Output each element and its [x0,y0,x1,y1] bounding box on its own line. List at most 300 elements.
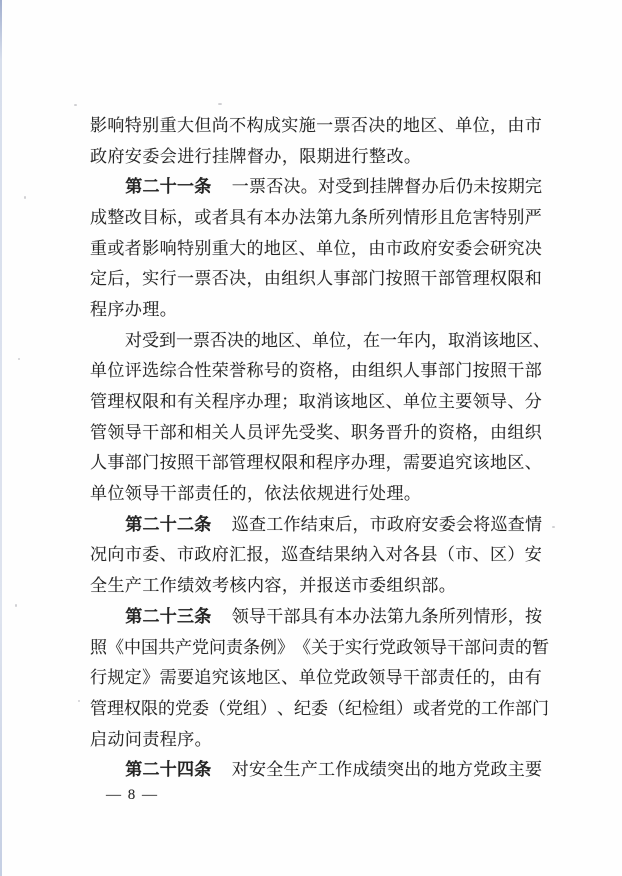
body-char: 责 [142,729,160,749]
body-char: 评 [263,422,281,442]
body-char: 部 [350,269,368,289]
scan-speck [24,196,26,199]
body-char: 称 [246,361,264,381]
body-char: 出 [404,760,422,780]
body-char: 单 [298,668,316,688]
body-char: 考 [212,576,230,596]
body-char: 、 [298,238,316,258]
scan-speck [218,103,222,105]
body-char: 响 [107,115,125,135]
text-line [90,386,542,417]
body-char: 办 [352,606,370,626]
body-char: 的 [464,698,481,718]
body-char: 工 [318,760,335,780]
body-char: 按 [525,606,542,626]
body-char: 干 [266,606,284,626]
body-char: 委 [438,514,456,534]
body-char: 形 [420,207,438,227]
body-char: 。 [438,576,456,596]
body-char: ， [124,269,142,289]
body-char: 区 [507,453,525,473]
body-char: 组 [281,269,299,289]
body-char: 、 [277,698,294,718]
body-char: 委 [142,146,160,166]
text-line [90,754,542,785]
body-char: 定 [90,269,107,289]
body-char: 、 [437,115,455,135]
body-char: 巡 [231,514,249,534]
text-line [90,356,542,387]
body-char: 市 [385,238,403,258]
body-char: 理 [472,269,490,289]
body-char: 进 [177,146,195,166]
body-char: 生 [107,576,125,596]
body-char: 评 [124,361,142,381]
body-char: 究 [455,453,473,473]
body-char: 由 [263,269,281,289]
body-char: 综 [159,361,177,381]
body-char: 合 [176,361,194,381]
body-char: 单 [90,484,107,504]
body-char: 和 [176,422,194,442]
body-char: 依 [299,484,317,504]
body-char: 和 [298,453,316,473]
heading-char: 二 [177,514,194,534]
body-char: 绩 [177,576,195,596]
body-char: 工 [142,576,160,596]
body-char: 的 [246,238,264,258]
body-char: 中 [124,637,141,657]
body-char: 地 [438,760,456,780]
body-char: 限 [142,392,160,412]
heading-char: 二 [142,177,160,197]
body-char: 生 [283,760,301,780]
body-char: 对 [125,330,142,350]
heading-char: 十 [159,514,177,534]
body-char: 部 [177,484,195,504]
body-char: 有 [246,207,264,227]
body-char: 关 [211,422,229,442]
body-char: 单 [90,361,107,381]
body-char: ， [281,576,299,596]
body-char: 。 [300,177,318,197]
body-char: 部 [420,668,438,688]
body-char: 影 [142,238,160,258]
body-char: 工 [266,514,284,534]
body-char: 重 [159,115,177,135]
body-char: 管 [90,422,107,442]
body-char: 作 [498,698,515,718]
body-char: 巡 [490,514,508,534]
heading-char: 一 [177,177,194,197]
body-char: 导 [124,422,142,442]
body-char: 施 [298,115,316,135]
body-char: 重 [211,238,229,258]
body-char: （ [437,545,455,565]
scan-speck [15,604,17,607]
body-char: ， [346,330,363,350]
body-char: 工 [481,698,498,718]
body-char: 绩 [369,760,387,780]
scan-speck [78,700,80,702]
body-char: 办 [350,453,368,473]
body-char: 《 [107,637,124,657]
body-char: 行 [362,637,379,657]
body-char: 情 [403,207,421,227]
body-char: 部 [524,361,542,381]
body-char: 规 [107,668,125,688]
body-char: 需 [403,453,421,473]
body-char: 别 [194,238,212,258]
body-char: 牌 [229,146,247,166]
body-char: 地 [499,330,516,350]
body-char: 实 [281,115,299,135]
body-char: 《 [294,637,311,657]
body-char: 的 [420,422,438,442]
body-char: 内 [246,576,264,596]
body-char: 突 [387,760,404,780]
body-char: 作 [283,514,301,534]
body-char: 全 [90,576,107,596]
body-char: 九 [333,207,351,227]
body-char: 组 [379,698,396,718]
body-char: 查 [249,514,266,534]
body-char: 结 [300,514,318,534]
body-char: 列 [456,606,473,626]
body-char: 效 [194,576,212,596]
body-char: 安 [524,545,542,565]
text-line [90,233,542,264]
body-char: 、 [333,422,351,442]
body-char: 安 [249,760,266,780]
text-line [90,325,550,356]
body-char: 响 [159,238,177,258]
body-char: ； [281,392,299,412]
body-char: 府 [211,545,229,565]
body-char: 地 [261,330,278,350]
body-char: 列 [385,207,403,227]
body-char: 将 [473,514,491,534]
body-char: 导 [489,392,507,412]
body-char: 影 [90,115,107,135]
text-line [90,417,542,448]
body-char: 领 [472,392,490,412]
body-char: 地 [350,392,368,412]
body-char: 别 [142,115,160,135]
body-char: 的 [515,637,532,657]
body-char: 门 [368,269,386,289]
body-char: 行 [351,484,369,504]
body-char: 照 [90,637,107,657]
body-char: 织 [385,361,403,381]
body-char: 特 [124,115,142,135]
body-char: 织 [524,422,542,442]
heading-char: 第 [125,514,143,534]
body-char: 的 [229,484,247,504]
body-char: 格 [455,422,473,442]
text-body [90,110,550,785]
body-char: 。 [159,299,177,319]
body-char: ） [396,698,413,718]
body-char: 票 [193,330,210,350]
body-char: 取 [448,330,465,350]
body-char: 改 [124,207,142,227]
body-char: 期 [507,177,525,197]
body-char: 部 [211,453,229,473]
body-char: 票 [249,177,266,197]
body-char: 情 [525,514,542,534]
body-char: 单 [316,238,334,258]
body-char: 共 [158,637,175,657]
body-char: 。 [194,729,212,749]
text-line [90,632,549,663]
body-char: 位 [472,115,490,135]
body-char: 责 [226,637,243,657]
page-number: — 8 — [106,787,159,803]
body-char: 单 [403,392,421,412]
body-char: 各 [403,545,421,565]
body-char: 督 [246,146,264,166]
body-char: 程 [316,453,334,473]
body-char: 并 [299,576,317,596]
body-char: 第 [387,606,404,626]
body-char: 对 [231,760,249,780]
heading-char: 条 [194,606,212,626]
body-char: 领 [413,637,430,657]
body-char: 理 [107,392,125,412]
body-char: 或 [107,238,125,258]
body-char: 部 [283,606,301,626]
body-char: 县 [420,545,438,565]
body-char: 且 [437,207,455,227]
body-char: 、 [159,545,177,565]
body-char: 荣 [211,361,229,381]
body-char: 政 [194,545,212,565]
body-char: 安 [437,238,455,258]
body-char: 按 [385,269,403,289]
body-char: 导 [142,484,160,504]
body-char: 干 [194,453,212,473]
body-char: 检 [362,698,379,718]
body-char: 产 [300,760,318,780]
heading-char: 三 [177,606,194,626]
body-char: 所 [368,207,386,227]
body-char: 主 [437,392,455,412]
body-char: 的 [158,698,175,718]
body-char: 、 [524,453,542,473]
body-char: 仍 [456,177,473,197]
body-char: 实 [345,637,362,657]
body-char: 由 [507,115,525,135]
body-char: 相 [194,422,212,442]
body-char: ） [507,545,525,565]
body-char: 行 [159,269,177,289]
body-char: 单 [312,330,329,350]
body-char: 者 [430,698,447,718]
body-char: 定 [124,668,142,688]
body-char: 或 [194,207,212,227]
body-char: 会 [159,146,177,166]
body-char: 全 [266,760,284,780]
body-char: 法 [369,606,387,626]
body-char: 办 [281,207,299,227]
body-char: 否 [350,115,368,135]
body-char: 党 [473,760,491,780]
body-char: 部 [421,576,439,596]
body-char: 国 [141,637,158,657]
body-char: 部 [159,422,177,442]
body-char: ， [385,453,403,473]
body-char: 党 [226,698,243,718]
body-char: 程 [159,729,177,749]
body-char: 限 [141,698,158,718]
body-char: 由 [350,361,368,381]
body-char: 市 [524,115,542,135]
body-char: ， [350,238,368,258]
body-char: 期 [316,146,334,166]
body-char: 对 [318,177,335,197]
body-char: 危 [455,207,473,227]
body-char: 后 [335,514,353,534]
body-char: 问 [481,637,498,657]
body-char: 人 [229,422,247,442]
body-char: 领 [368,668,386,688]
body-char: 汇 [229,545,247,565]
body-char: 一 [231,177,249,197]
body-char: 位 [107,361,125,381]
body-char: 况 [90,545,107,565]
body-char: 者 [211,207,229,227]
body-char: 员 [246,422,264,442]
body-char: 。 [403,484,421,504]
body-char: 事 [420,361,438,381]
body-char: 党 [192,637,209,657]
body-char: 完 [525,177,542,197]
body-char: ， [507,606,525,626]
body-char: 形 [490,606,508,626]
body-char: 门 [455,361,473,381]
body-char: 于 [328,637,345,657]
body-char: 整 [369,146,386,166]
body-char: 到 [159,330,176,350]
body-char: 目 [142,207,160,227]
body-char: 部 [124,453,142,473]
body-char: 不 [229,115,247,135]
body-char: 责 [437,668,455,688]
body-char: 府 [420,238,438,258]
heading-char: 第 [125,177,143,197]
body-char: 照 [176,453,194,473]
body-char: 成 [352,760,370,780]
body-char: 督 [404,177,422,197]
body-char: ， [352,514,370,534]
body-char: 、 [507,392,525,412]
body-char: 的 [281,361,299,381]
body-char: 干 [447,637,464,657]
body-char: 查 [298,545,316,565]
body-char: 向 [107,545,125,565]
body-char: 的 [385,115,403,135]
body-char: 果 [333,545,351,565]
body-char: 区 [489,545,507,565]
body-char: 主 [507,760,525,780]
body-char: 一 [176,330,193,350]
body-char: 尚 [211,115,229,135]
body-char: 领 [231,606,249,626]
text-line [90,110,542,141]
body-char: 后 [438,177,456,197]
body-char: 事 [333,269,351,289]
body-char: 取 [298,392,316,412]
body-char: 否 [210,330,227,350]
body-char: 作 [335,760,353,780]
body-char: 理 [263,392,281,412]
body-char: ， [246,484,264,504]
body-char: 成 [263,115,281,135]
body-char: 行 [90,668,107,688]
body-char: 地 [263,238,281,258]
body-char: 奖 [316,422,334,442]
heading-char: 十 [159,606,177,626]
body-char: 升 [403,422,421,442]
body-char: ， [263,545,281,565]
body-char: 权 [489,269,507,289]
body-char: 部 [515,698,532,718]
body-char: 实 [142,269,160,289]
scan-speck [74,104,77,106]
body-char: 条 [243,637,260,657]
body-char: 害 [472,207,490,227]
text-line [90,570,542,601]
body-char: 党 [175,698,192,718]
body-char: 动 [107,729,125,749]
body-char: 一 [176,269,194,289]
body-char: 需 [159,668,177,688]
body-char: 区 [278,330,295,350]
body-char: 进 [334,484,352,504]
body-char: 问 [124,729,142,749]
text-line [90,509,542,540]
body-char: ， [333,361,351,381]
body-char: 干 [403,668,421,688]
heading-char: 二 [142,760,160,780]
body-char: ， [281,146,299,166]
body-char: 纳 [350,545,368,565]
body-char: 要 [455,392,473,412]
body-char: 领 [124,484,142,504]
body-char: 要 [420,453,438,473]
body-char: 门 [532,698,549,718]
body-char: 市 [351,576,369,596]
body-char: 的 [244,330,261,350]
body-char: 市 [176,545,194,565]
body-char: 政 [387,514,404,534]
body-char: 在 [363,330,380,350]
body-char: 按 [490,177,508,197]
body-char: 市 [124,545,142,565]
body-char: 本 [335,606,353,626]
body-char: 行 [194,146,212,166]
body-char: 决 [227,330,244,350]
body-char: ） [260,698,277,718]
body-char: 照 [489,361,507,381]
body-char: 务 [368,422,386,442]
body-char: 但 [194,115,212,135]
body-char: 法 [298,207,316,227]
body-char: 别 [507,207,525,227]
body-char: 府 [404,514,422,534]
body-char: 关 [311,637,328,657]
